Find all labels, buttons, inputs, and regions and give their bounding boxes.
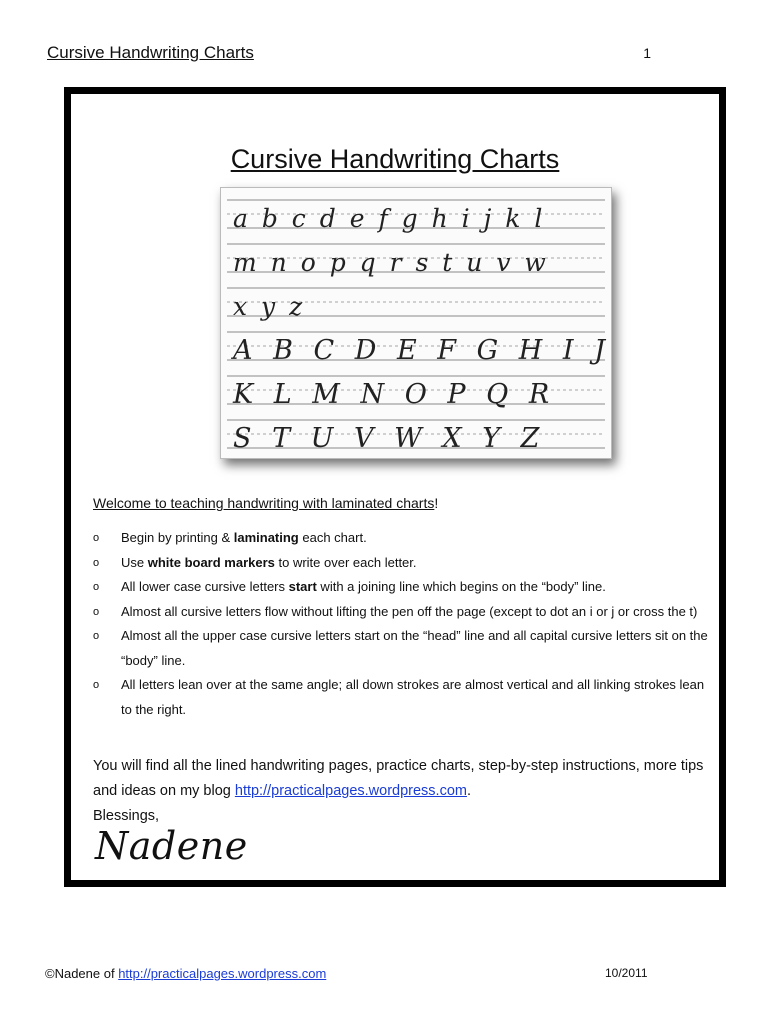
- bullet-marker: o: [93, 532, 100, 544]
- bullet-marker: o: [93, 581, 100, 593]
- tip-item: [93, 575, 713, 600]
- signature: Nadene: [95, 824, 248, 868]
- chart-letter-row: a b c d e f g h i j k l: [233, 204, 546, 233]
- page-header: [47, 43, 657, 67]
- footer-prefix: ©Nadene of: [45, 966, 119, 981]
- welcome-tail: !: [434, 495, 439, 511]
- bullet-marker: o: [93, 630, 100, 642]
- chart-letter-row: K L M N O P Q R: [233, 379, 556, 410]
- page-number: 1: [643, 45, 651, 61]
- tip-text: Begin by printing &: [121, 530, 234, 545]
- footer-link[interactable]: http://practicalpages.wordpress.com: [118, 966, 327, 981]
- blog-link[interactable]: http://practicalpages.wordpress.com: [234, 783, 467, 799]
- tip-item: [93, 673, 713, 722]
- welcome-text: Welcome to teaching handwriting with laminated charts: [93, 495, 435, 511]
- chart-letter-row: x y z: [233, 292, 306, 321]
- header-title: Cursive Handwriting Charts: [47, 43, 254, 62]
- closing-text: You will find all the lined handwriting pages, practice charts, step-by-step instructions, more tips and ideas on my blog: [93, 758, 704, 799]
- chart-letter-row: A B C D E F G H I J: [233, 335, 611, 366]
- cursive-alphabet-chart: [220, 187, 612, 459]
- content-frame: [64, 87, 726, 887]
- cursive-chart-svg: [221, 188, 611, 458]
- tip-text: Almost all cursive letters flow without lifting the pen off the page (except to dot an i or j or cross the t): [121, 603, 698, 619]
- closing-paragraph: [93, 754, 713, 829]
- page-footer: [45, 966, 665, 981]
- tip-text: All letters lean over at the same angle; all down strokes are almost vertical and all linking strokes lean to the right.: [121, 677, 705, 717]
- tip-item: [93, 624, 713, 673]
- footer-date: 10/2011: [605, 966, 648, 980]
- tip-text: to write over each letter.: [274, 554, 417, 570]
- tip-text: each chart.: [298, 530, 367, 545]
- tip-bold: start: [288, 579, 317, 594]
- tip-text: with a joining line which begins on the “body” line.: [316, 579, 606, 594]
- tip-text: Almost all the upper case cursive letters start on the “head” line and all capital cursive letters sit on the “body” line.: [121, 628, 708, 668]
- tip-item: [93, 600, 713, 625]
- bullet-marker: o: [93, 679, 100, 691]
- tip-text: Use: [121, 554, 148, 570]
- bullet-marker: o: [93, 556, 100, 569]
- tip-bold: white board markers: [147, 554, 275, 570]
- bullet-marker: o: [93, 605, 100, 618]
- tip-item: [93, 526, 713, 551]
- frame-title: Cursive Handwriting Charts: [230, 144, 560, 174]
- closing-blessings: Blessings,: [93, 808, 160, 824]
- tip-text: All lower case cursive letters: [121, 579, 289, 594]
- welcome-line: [93, 495, 438, 511]
- tip-item: [93, 551, 713, 576]
- closing-tail: .: [466, 783, 472, 799]
- chart-letter-row: m n o p q r s t u v w: [233, 248, 549, 277]
- chart-letter-row: S T U V W X Y Z: [233, 423, 546, 454]
- tips-list: [93, 526, 713, 722]
- tip-bold: laminating: [233, 530, 299, 545]
